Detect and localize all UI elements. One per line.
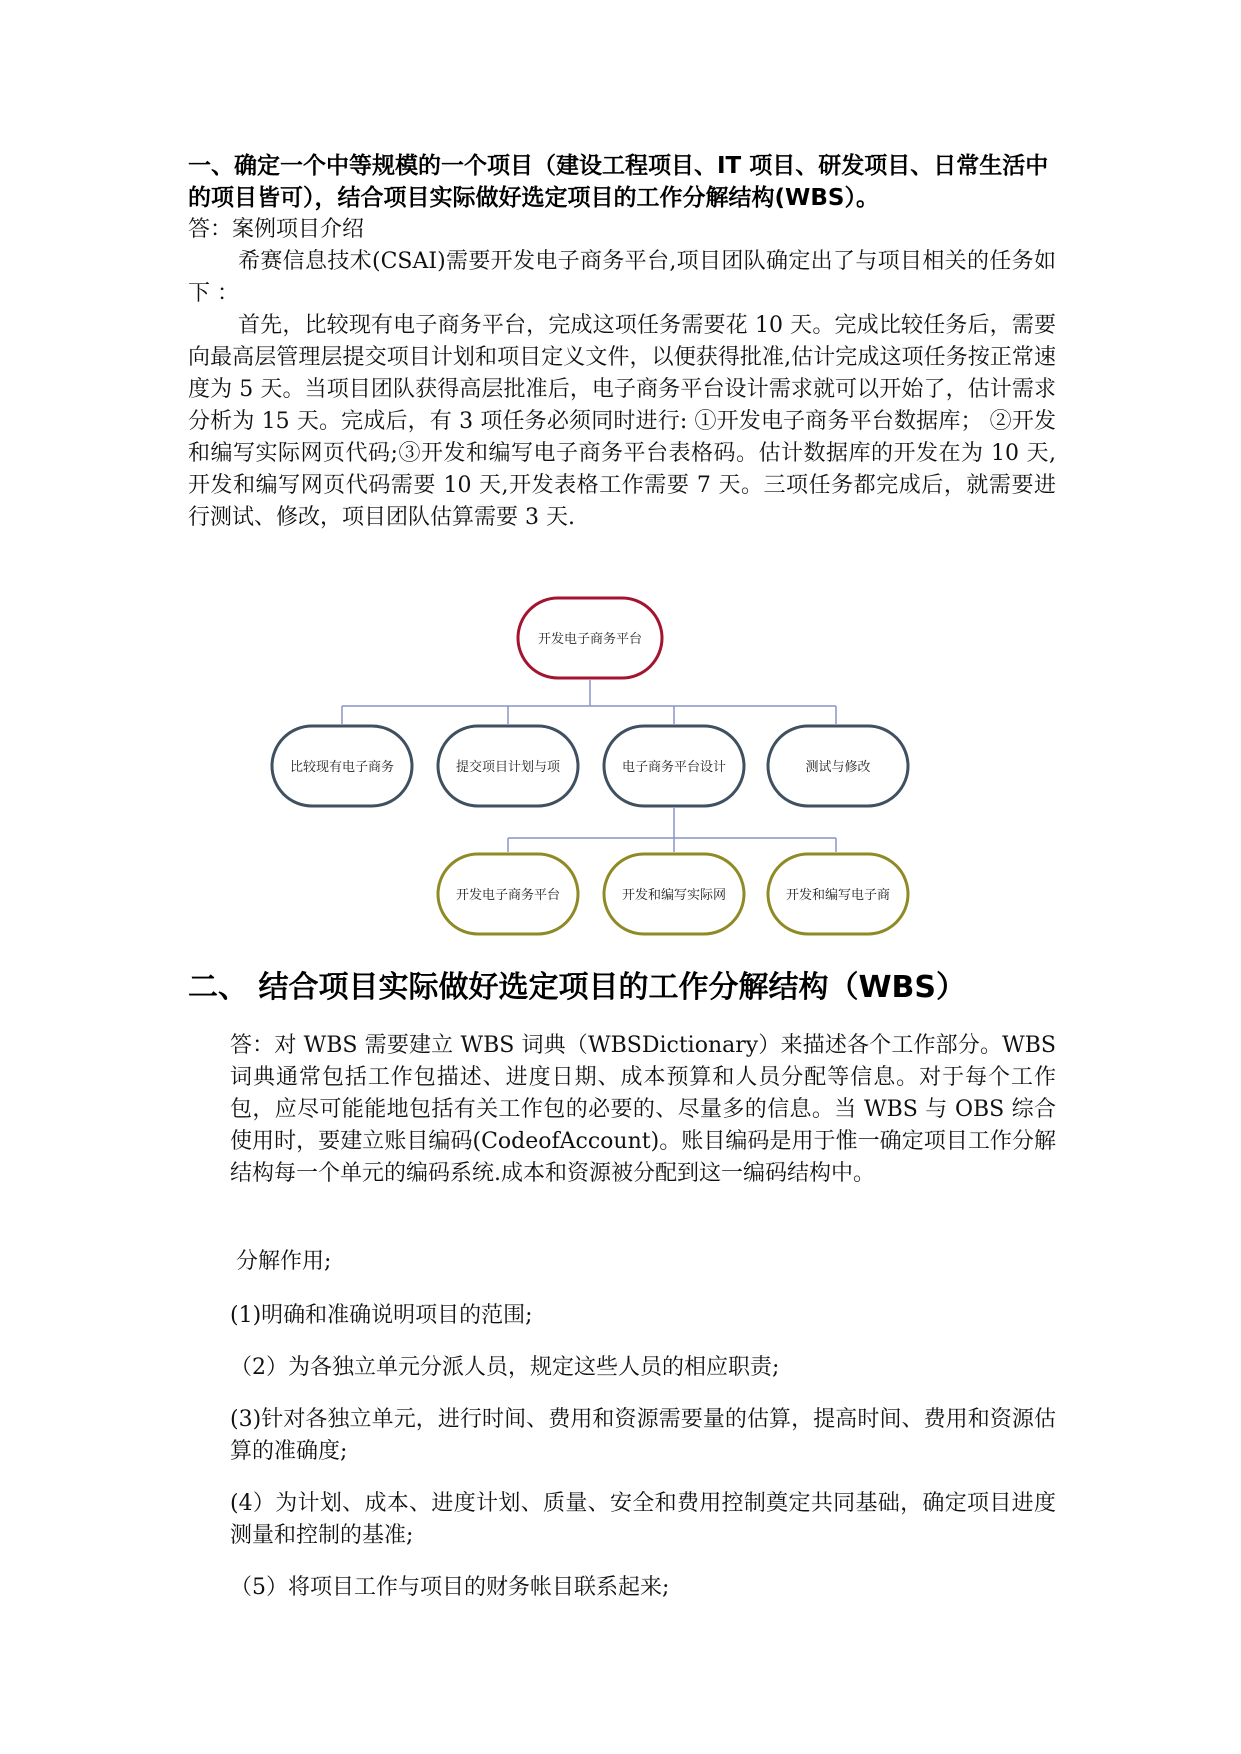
section2-heading: 二、 结合项目实际做好选定项目的工作分解结构（WBS） bbox=[188, 970, 967, 1005]
wbs-node-label: 开发和编写电子商 bbox=[785, 888, 891, 903]
wbs-root-node bbox=[518, 598, 662, 678]
section1-heading: 一、确定一个中等规模的一个项目（建设工程项目、IT 项目、研发项目、日常生活中的项目皆可），结合项目实际做好选定项目的工作分解结构(WBS）。 bbox=[188, 153, 1049, 211]
wbs-root-label: 开发电子商务平台 bbox=[537, 632, 643, 647]
wbs-dictionary-paragraph: 答：对 WBS 需要建立 WBS 词典（WBSDictionary）来描述各个工作部分。WBS 词典通常包括工作包描述、进度日期、成本预算和人员分配等信息。对于每个工作包，应尽可能能地包括有关工作包的必要的、尽量多的信息。当 WBS 与 OBS 综合使用时，要建立账目编码(CodeofAccount)。账目编码是用于惟一确定项目工作分解结构每一个单元的编码系统.成本和资源被分配到这一编码结构中。 bbox=[230, 1033, 1056, 1186]
role-item-5: （5）将项目工作与项目的财务帐目联系起来; bbox=[230, 1575, 670, 1600]
wbs-node-label: 开发电子商务平台 bbox=[455, 888, 561, 903]
role-item-4: (4）为计划、成本、进度计划、质量、安全和费用控制奠定共同基础，确定项目进度测量和控制的基准; bbox=[230, 1491, 1056, 1548]
project-intro-paragraph: 希赛信息技术(CSAI)需要开发电子商务平台,项目团队确定出了与项目相关的任务如下 ： bbox=[188, 249, 1056, 306]
wbs-node-label: 比较现有电子商务 bbox=[289, 760, 395, 775]
role-item-3: (3)针对各独立单元，进行时间、费用和资源需要量的估算，提高时间、费用和资源估算的准确度; bbox=[230, 1407, 1056, 1464]
wbs-level2-node bbox=[604, 854, 744, 934]
wbs-level1-node bbox=[272, 726, 412, 806]
wbs-level1-node bbox=[438, 726, 578, 806]
wbs-level1-node bbox=[768, 726, 908, 806]
wbs-node-label: 测试与修改 bbox=[805, 760, 871, 775]
wbs-node-label: 电子商务平台设计 bbox=[621, 760, 727, 775]
wbs-node-label: 开发和编写实际网 bbox=[621, 888, 727, 903]
wbs-level2-node bbox=[438, 854, 578, 934]
role-item-2: （2）为各独立单元分派人员，规定这些人员的相应职责; bbox=[230, 1355, 780, 1380]
wbs-connectors bbox=[342, 680, 836, 852]
wbs-diagram bbox=[260, 590, 920, 940]
wbs-level1-node bbox=[604, 726, 744, 806]
wbs-node-label: 提交项目计划与项 bbox=[455, 760, 561, 775]
task-description-paragraph: 首先，比较现有电子商务平台，完成这项任务需要花 10 天。完成比较任务后，需要向最高层管理层提交项目计划和项目定义文件，以便获得批准,估计完成这项任务按正常速度为 5 天。当项目团队获得高层批准后，电子商务平台设计需求就可以开始了，估计需求分析为 15 天。完成后，有 3 项任务必须同时进行: ①开发电子商务平台数据库； ②开发和编写实际网页代码;③开发和编写电子商务平台表格码。估计数据库的开发在为 10 天,开发和编写网页代码需要 10 天,开发表格工作需要 7 天。三项任务都完成后，就需要进行测试、修改，项目团队估算需要 3 天. bbox=[188, 313, 1056, 530]
wbs-level2-node bbox=[768, 854, 908, 934]
answer-label: 答：案例项目介绍 bbox=[188, 217, 365, 242]
role-item-1: (1)明确和准确说明项目的范围; bbox=[230, 1303, 533, 1328]
decomposition-roles-title: 分解作用; bbox=[236, 1249, 332, 1274]
